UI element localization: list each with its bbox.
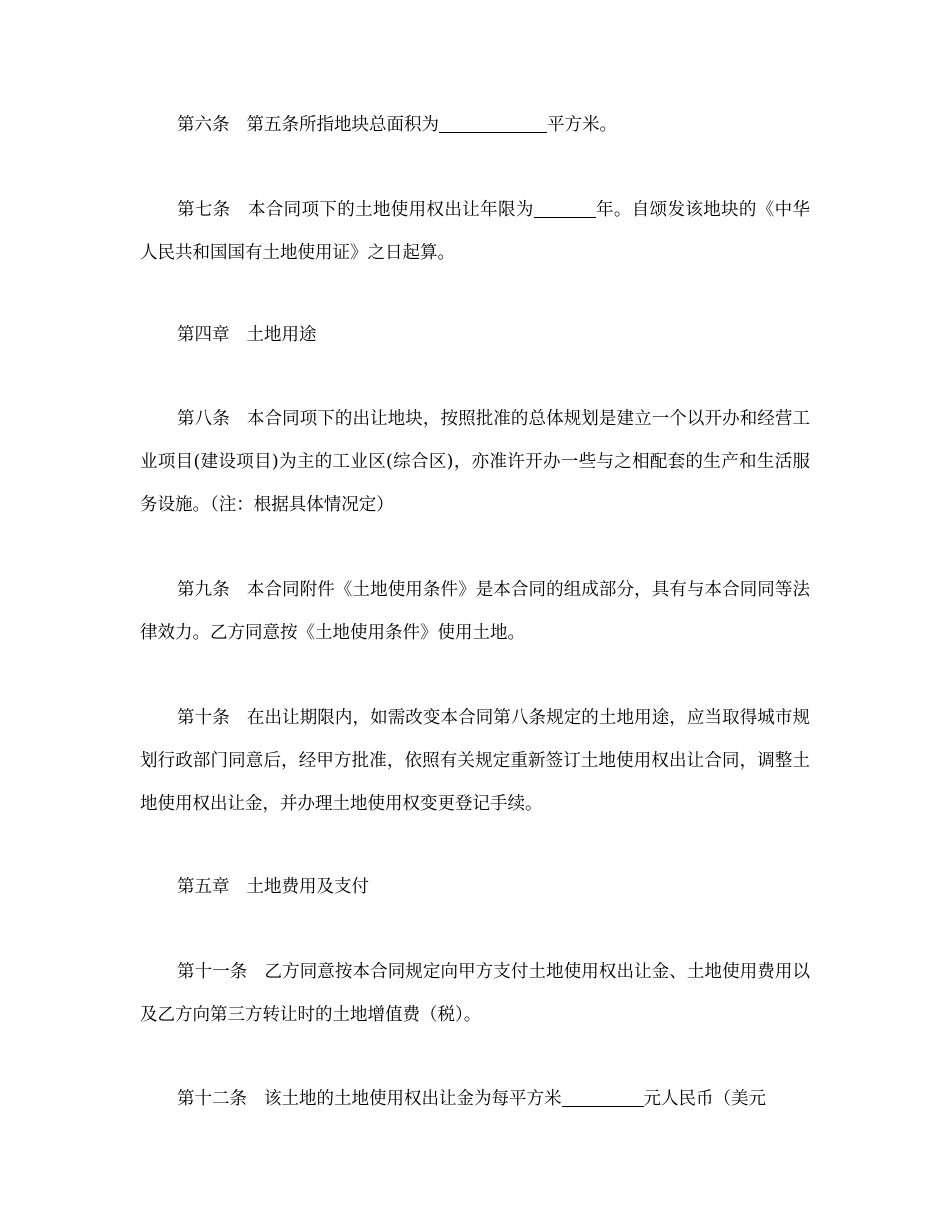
fill-blank-years xyxy=(534,197,596,218)
article-text: 平方米。 xyxy=(547,115,617,135)
article-label: 第十条 xyxy=(177,708,230,728)
article-11 xyxy=(140,951,810,1037)
article-text: 第五条所指地块总面积为 xyxy=(246,115,439,135)
article-text: 元人民币（美元 xyxy=(643,1089,766,1109)
article-7 xyxy=(140,189,810,275)
chapter-5-heading xyxy=(140,866,810,909)
article-label: 第六条 xyxy=(177,115,230,135)
chapter-title: 土地费用及支付 xyxy=(246,877,369,897)
article-label: 第八条 xyxy=(177,409,230,429)
article-label: 第七条 xyxy=(177,200,231,220)
article-text: 在出让期限内，如需改变本合同第八条规定的土地用途，应当取得城市规划行政部门同意后，经甲方批准，依照有关规定重新签订土地使用权出让合同，调整土地使用权出让金，并办理土地使用权变更登记手续。 xyxy=(140,708,811,814)
article-text: 年。自颂发该地块的《中华人民共和国国有土地使用证》之日起算。 xyxy=(140,200,810,263)
fill-blank-price xyxy=(562,1086,644,1107)
chapter-label: 第五章 xyxy=(177,877,230,897)
chapter-label: 第四章 xyxy=(177,325,230,345)
article-9 xyxy=(140,569,810,655)
article-label: 第十一条 xyxy=(177,962,248,982)
article-label: 第九条 xyxy=(177,580,230,600)
article-text: 本合同附件《土地使用条件》是本合同的组成部分，具有与本合同同等法律效力。乙方同意按《土地使用条件》使用土地。 xyxy=(140,580,811,643)
article-6 xyxy=(140,104,810,147)
chapter-title: 土地用途 xyxy=(246,325,317,345)
chapter-4-heading xyxy=(140,314,810,357)
article-text: 乙方同意按本合同规定向甲方支付土地使用权出让金、土地使用费用以及乙方向第三方转让时的土地增值费（税）。 xyxy=(140,962,811,1025)
article-label: 第十二条 xyxy=(177,1089,247,1109)
article-text: 该土地的土地使用权出让金为每平方米 xyxy=(264,1089,562,1109)
article-text: 本合同项下的土地使用权出让年限为 xyxy=(247,200,534,220)
article-10 xyxy=(140,697,810,826)
article-8 xyxy=(140,398,810,527)
article-text: 本合同项下的出让地块，按照批准的总体规划是建立一个以开办和经营工业项目(建设项目)为主的工业区(综合区)，亦准许开办一些与之相配套的生产和生活服务设施。（注：根据具体情况定） xyxy=(140,409,811,515)
fill-blank-area xyxy=(439,112,547,133)
article-12 xyxy=(140,1078,810,1121)
